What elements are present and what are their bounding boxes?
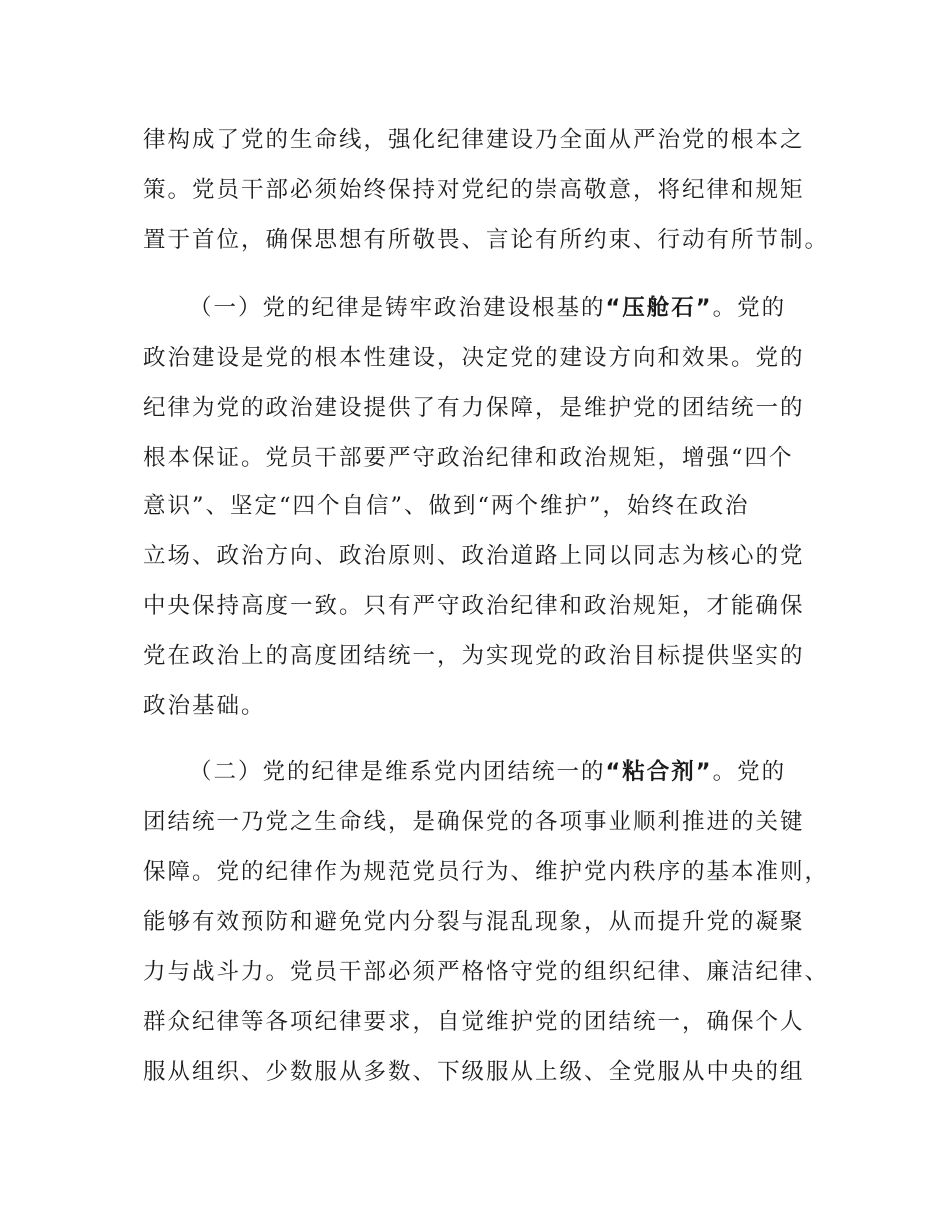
section1-lead: （一）党的纪律是铸牢政治建设根基的 (189, 295, 606, 321)
section1-emphasis: “压舱石” (605, 295, 713, 321)
text-line: 立场、政治方向、政治原则、政治道路上同以同志为核心的党 (143, 543, 805, 569)
section2-lead: （二）党的纪律是维系党内团结统一的 (189, 759, 606, 785)
section2-tail: 。党的 (712, 759, 787, 785)
text-line: 策。党员干部必须始终保持对党纪的崇高敬意，将纪律和规矩 (143, 177, 805, 203)
text-line: 意识”、坚定“四个自信”、做到“两个维护”，始终在政治 (143, 493, 750, 519)
text-line: 律构成了党的生命线，强化纪律建设乃全面从严治党的根本之 (143, 127, 805, 153)
text-line: 群众纪律等各项纪律要求，自觉维护党的团结统一，确保个人 (143, 1009, 805, 1035)
section1-heading-line (189, 288, 786, 328)
text-line: 纪律为党的政治建设提供了有力保障，是维护党的团结统一的 (143, 395, 805, 421)
text-line: 保障。党的纪律作为规范党员行为、维护党内秩序的基本准则， (143, 859, 830, 885)
text-line: 力与战斗力。党员干部必须严格恪守党的组织纪律、廉洁纪律、 (143, 959, 830, 985)
text-line: 能够有效预防和避免党内分裂与混乱现象，从而提升党的凝聚 (143, 909, 805, 935)
section2-emphasis: “粘合剂” (605, 759, 713, 785)
text-line: 党在政治上的高度团结统一，为实现党的政治目标提供坚实的 (143, 643, 805, 669)
text-line: 中央保持高度一致。只有严守政治纪律和政治规矩，才能确保 (143, 593, 805, 619)
text-line: 根本保证。党员干部要严守政治纪律和政治规矩，增强“四个 (143, 445, 794, 471)
section2-heading-line (189, 752, 786, 792)
section1-tail: 。党的 (712, 295, 787, 321)
text-line: 置于首位，确保思想有所敬畏、言论有所约束、行动有所节制。 (143, 227, 830, 253)
text-line: 政治建设是党的根本性建设，决定党的建设方向和效果。党的 (143, 345, 805, 371)
text-line: 服从组织、少数服从多数、下级服从上级、全党服从中央的组 (143, 1059, 805, 1085)
text-line: 政治基础。 (143, 693, 266, 719)
text-line: 团结统一乃党之生命线，是确保党的各项事业顺利推进的关键 (143, 809, 805, 835)
